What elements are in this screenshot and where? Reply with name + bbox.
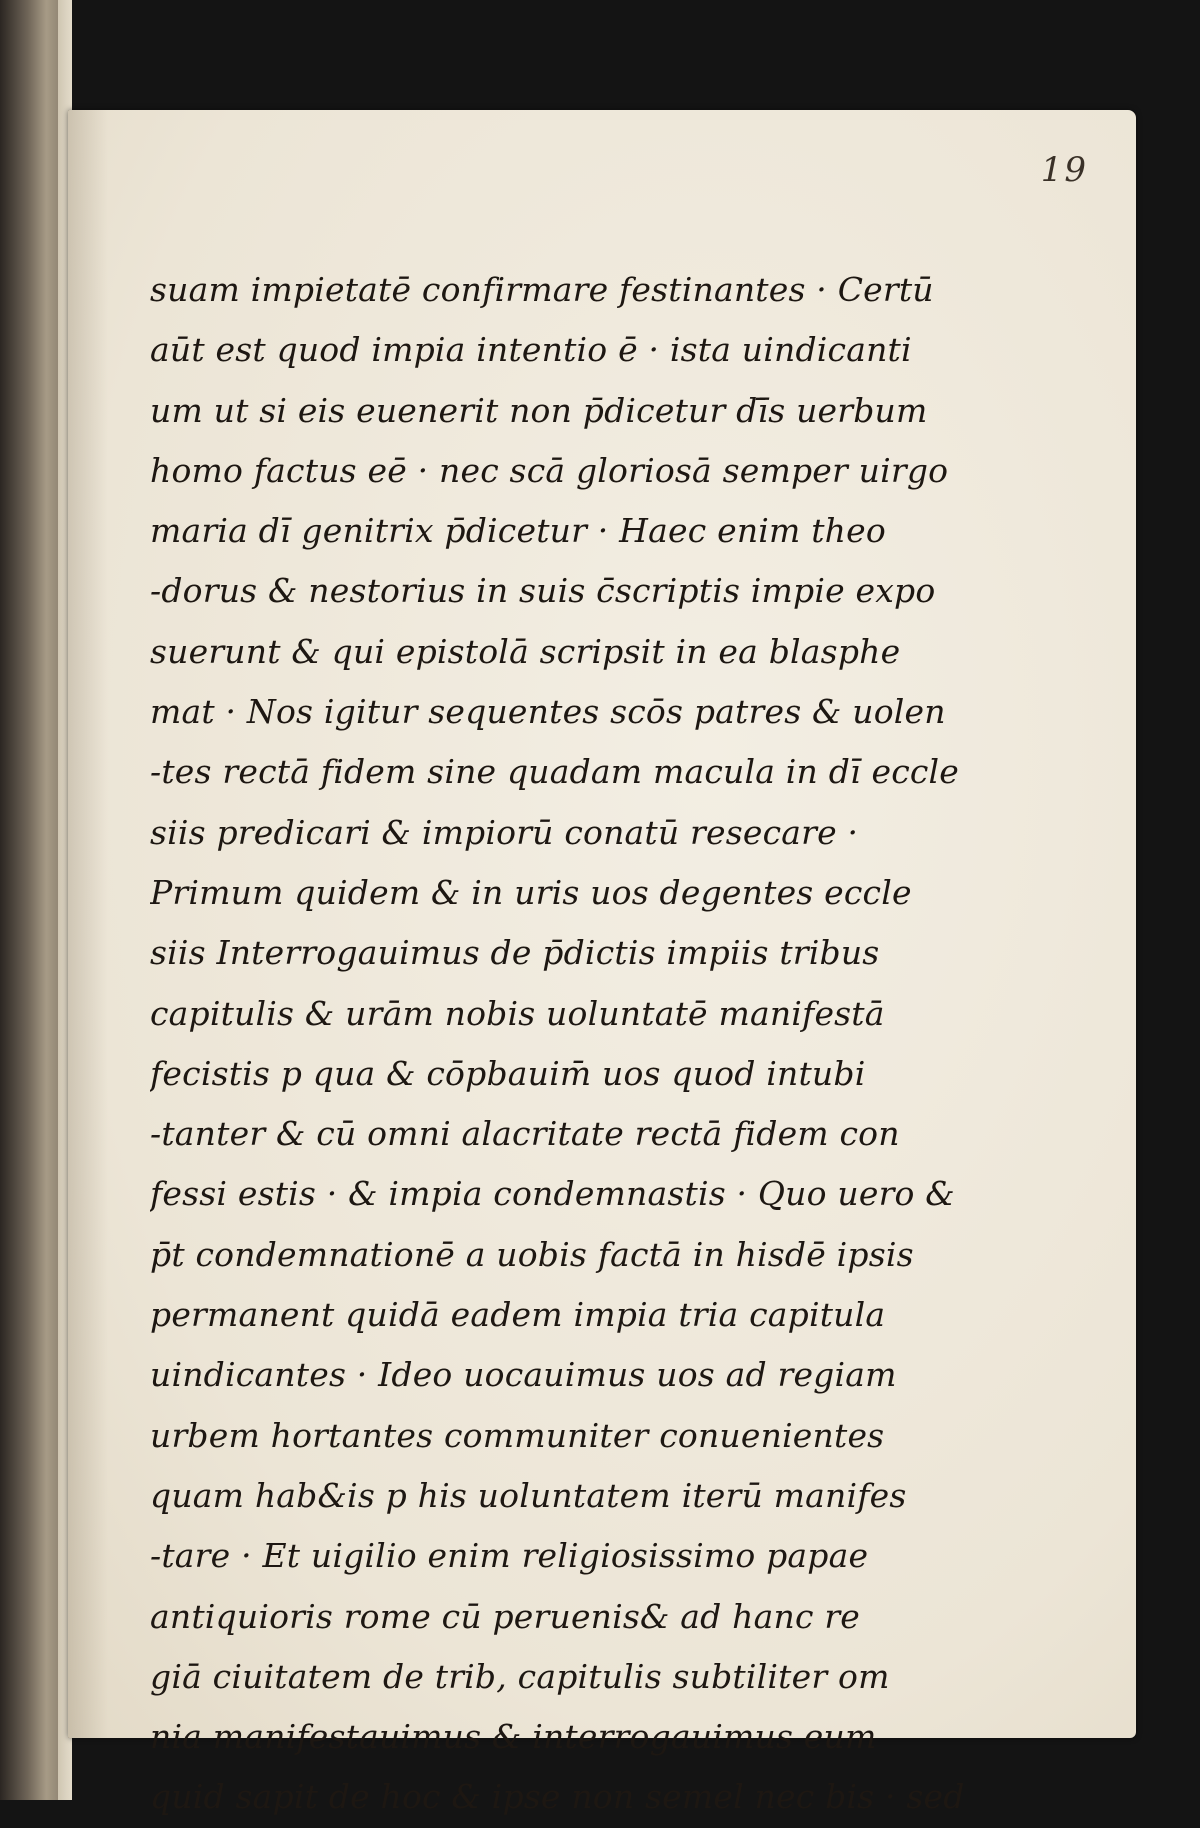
text-line: suerunt & qui epistolā scripsit in ea blasphe — [150, 631, 901, 671]
manuscript-page — [68, 110, 1136, 1817]
text-line: uindicantes · Ideo uocauimus uos ad regiam — [150, 1355, 897, 1395]
text-line: quam hab&is p his uoluntatem iterū manifes — [150, 1475, 907, 1515]
gutter-shadow — [68, 110, 108, 1738]
text-line: siis Interrogauimus de p̄dictis impiis tribus — [150, 933, 880, 973]
text-line: quid sapit de hoc & ipse non semel nec bis · sed — [150, 1777, 965, 1817]
text-line: suam impietatē confirmare festinantes · Certū — [150, 270, 934, 309]
text-line: fecistis p qua & cōpbauim̄ uos quod intubi — [150, 1053, 866, 1093]
text-line: giā ciuitatem de trib, capitulis subtiliter om — [150, 1656, 890, 1696]
text-line: fessi estis · & impia condemnastis · Quo uero & — [150, 1174, 955, 1214]
text-line: aūt est quod impia intentio ē · ista uindicanti — [150, 330, 912, 370]
text-line: -dorus & nestorius in suis c̄scriptis impie expo — [150, 571, 936, 611]
text-line: siis predicari & impiorū conatū resecare · — [150, 812, 859, 852]
text-line: -tare · Et uigilio enim religiosissimo papae — [150, 1536, 869, 1576]
text-line: maria dī genitrix p̄dicetur · Haec enim theo — [150, 511, 886, 551]
text-line: urbem hortantes communiter conuenientes — [150, 1415, 885, 1455]
text-line: antiquioris rome cū peruenis& ad hanc re — [150, 1596, 861, 1636]
text-line: um ut si eis euenerit non p̄dicetur dī̄s uerbum — [150, 390, 928, 430]
text-line: permanent quidā eadem impia tria capitula — [150, 1295, 886, 1335]
text-block — [150, 260, 1030, 1828]
book-spine — [0, 0, 62, 1800]
text-line: p̄t condemnationē a uobis factā in hisdē ipsis — [150, 1234, 914, 1274]
text-line: nia manifestauimus & interrogauimus eum — [150, 1717, 877, 1757]
folio-number: 19 — [1040, 150, 1088, 190]
text-line: capitulis & urām nobis uoluntatē manifestā — [150, 993, 885, 1033]
text-line: mat · Nos igitur sequentes scōs patres & uolen — [150, 692, 946, 732]
text-line: -tanter & cū omni alacritate rectā fidem con — [150, 1114, 900, 1154]
text-line: -tes rectā fidem sine quadam macula in dī eccle — [150, 752, 960, 792]
text-line: homo factus eē · nec scā gloriosā semper uirgo — [150, 450, 949, 490]
text-line: Primum quidem & in uris uos degentes eccle — [150, 872, 912, 912]
